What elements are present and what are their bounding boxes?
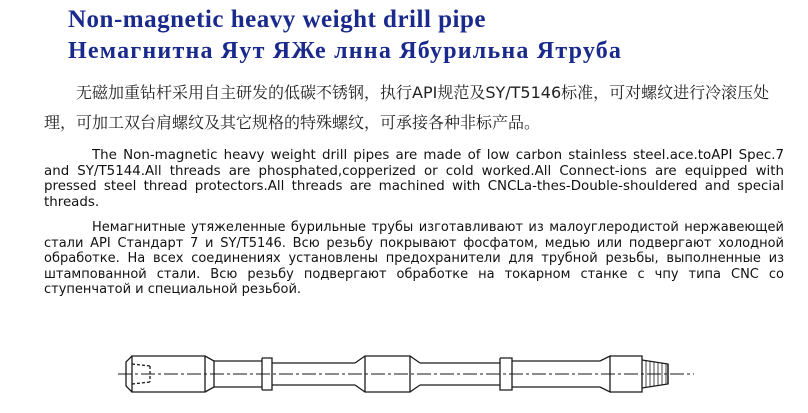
product-title-russian: Немагнитна Яут ЯЖе лнна Ябурильна Ятруба [68,38,623,64]
drill-pipe-drawing [0,318,808,413]
description-chinese: 无磁加重钻杆采用自主研发的低碳不锈钢，执行API规范及SY/T5146标准，可对螺纹进行冷滚压处理，可加工双台肩螺纹及其它规格的特殊螺纹，可承接各种非标产品。 [44,83,770,132]
description-russian: Немагнитные утяжеленные бурильные трубы изготавливают из малоуглеродистой нержавеющей стали API Стандарт 7 и SY/T5146. Всю резьбу покрывают фосфатом, медью или подвергают холодной обработке. На всех соединениях установлены предохранители для трубной резьбы, выполненные из штампованной стали. Всю резьбу подвергают обработке на токарном станке с чпу типа CNC со ступенчатой и специальной резьбой. [44,220,784,297]
description-english: The Non-magnetic heavy weight drill pipes are made of low carbon stainless steel.ace.toAPI Spec.7 and SY/T5144.All threads are phosphated,copperized or cold worked.All Connect-ions are equipped with pressed steel thread protectors.All threads are machined with CNCLa-thes-Double-shouldered and special threads. [44,148,784,210]
product-title-english: Non-magnetic heavy weight drill pipe [68,6,486,33]
